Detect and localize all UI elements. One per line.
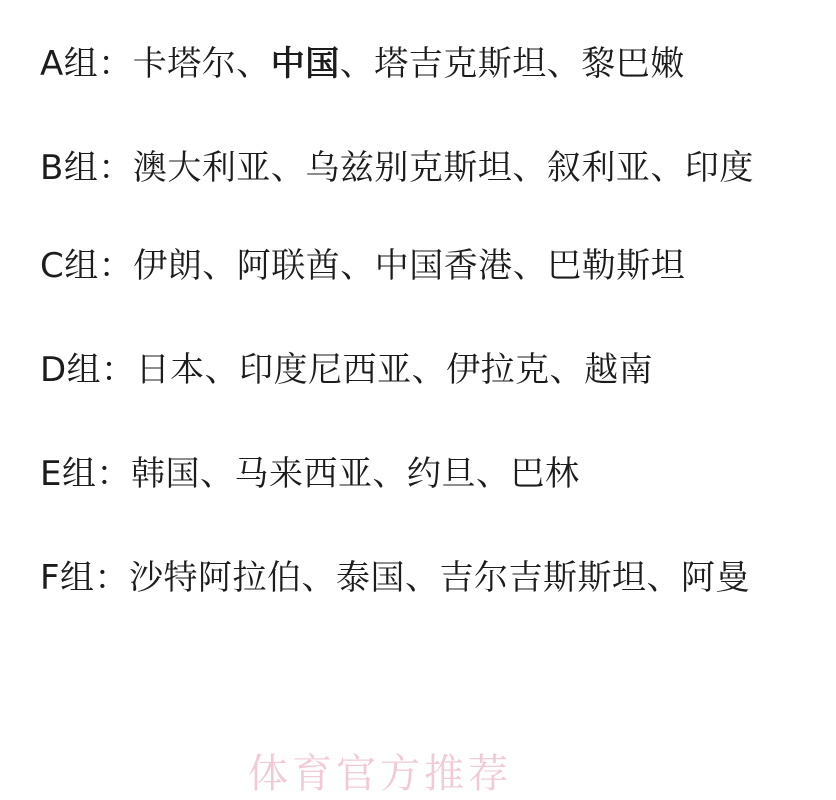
group-line-a — [40, 38, 796, 90]
group-teams-b: 澳大利亚、乌兹别克斯坦、叙利亚、印度 — [132, 148, 754, 188]
group-label-a: A组： — [40, 44, 133, 84]
group-line-d — [40, 344, 796, 396]
group-line-b — [40, 142, 796, 194]
group-teams-e: 韩国、马来西亚、约旦、巴林 — [130, 454, 580, 494]
group-line-e — [40, 448, 796, 500]
watermark: 体育官方推荐 — [248, 751, 512, 797]
group-teams-d: 日本、印度尼西亚、伊拉克、越南 — [135, 350, 654, 390]
group-label-f: F组： — [40, 558, 130, 598]
group-teams-c: 伊朗、阿联酋、中国香港、巴勒斯坦 — [133, 246, 686, 286]
group-teams-a-before: 卡塔尔、 — [132, 44, 271, 84]
group-label-d: D组： — [40, 350, 136, 390]
group-label-e: E组： — [40, 454, 131, 494]
group-label-b: B组： — [40, 148, 133, 188]
group-label-c: C组： — [40, 246, 134, 286]
group-line-f — [40, 552, 796, 604]
group-teams-f: 沙特阿拉伯、泰国、吉尔吉斯斯坦、阿曼 — [129, 558, 751, 598]
group-teams-a-highlight: 中国 — [270, 44, 340, 84]
group-teams-a-after: 、塔吉克斯坦、黎巴嫩 — [339, 44, 685, 84]
group-line-c — [40, 240, 796, 292]
